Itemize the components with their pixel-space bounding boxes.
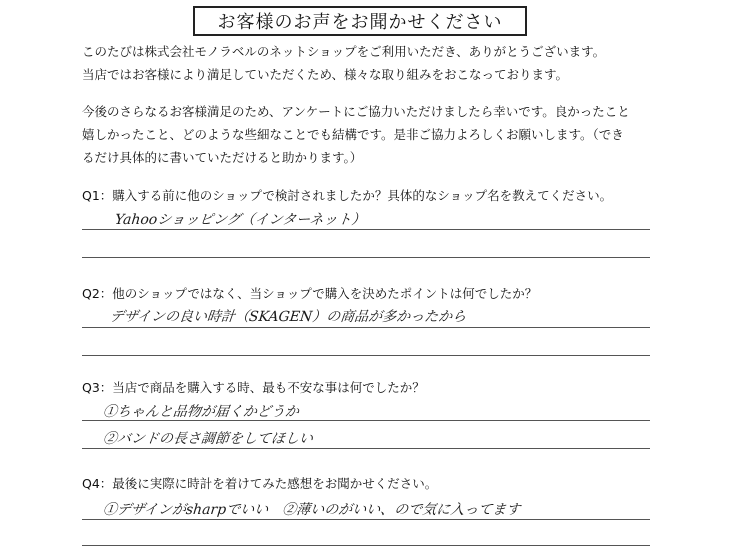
answer-line: [82, 420, 650, 421]
answer-2-handwritten: デザインの良い時計（SKAGEN）の商品が多かったから: [109, 309, 468, 325]
answer-line: [82, 545, 650, 546]
answer-3a-handwritten: ①ちゃんと品物が届くかどうか: [102, 404, 300, 420]
question-4: Q4：最後に実際に時計を着けてみた感想をお聞かせください。: [82, 476, 438, 491]
request-line: 嬉しかったこと、どのような些細なことでも結構です。是非ご協力よろしくお願いします。（でき: [82, 127, 624, 142]
answer-line: [82, 257, 650, 258]
intro-line: このたびは株式会社モノラベルのネットショップをご利用いただき、ありがとうございます。: [82, 44, 606, 59]
request-paragraph: [82, 100, 630, 169]
answer-line: [82, 229, 650, 230]
page-title: お客様のお声をお聞かせください: [193, 6, 527, 36]
answer-line: [82, 355, 650, 356]
answer-line: [82, 519, 650, 520]
request-line: るだけ具体的に書いていただけると助かります。）: [82, 150, 363, 165]
answer-line: [82, 448, 650, 449]
answer-3b-handwritten: ②バンドの長さ調節をしてほしい: [102, 431, 314, 447]
answer-line: [82, 327, 650, 328]
question-1: Q1：購入する前に他のショップで検討されましたか？具体的なショップ名を教えてください。: [82, 188, 613, 203]
question-2: Q2：他のショップではなく、当ショップで購入を決めたポイントは何でしたか？: [82, 286, 538, 301]
intro-line: 当店ではお客様により満足していただくため、様々な取り組みをおこなっております。: [82, 67, 569, 82]
answer-1-handwritten: Yahooショッピング（インターネット）: [114, 212, 367, 228]
request-line: 今後のさらなるお客様満足のため、アンケートにご協力いただけましたら幸いです。良かったこと: [82, 104, 630, 119]
question-3: Q3：当店で商品を購入する時、最も不安な事は何でしたか？: [82, 380, 425, 395]
intro-paragraph: [82, 40, 605, 86]
answer-4-handwritten: ①デザインがsharpでいい ②薄いのがいい、ので気に入ってます: [102, 502, 521, 518]
